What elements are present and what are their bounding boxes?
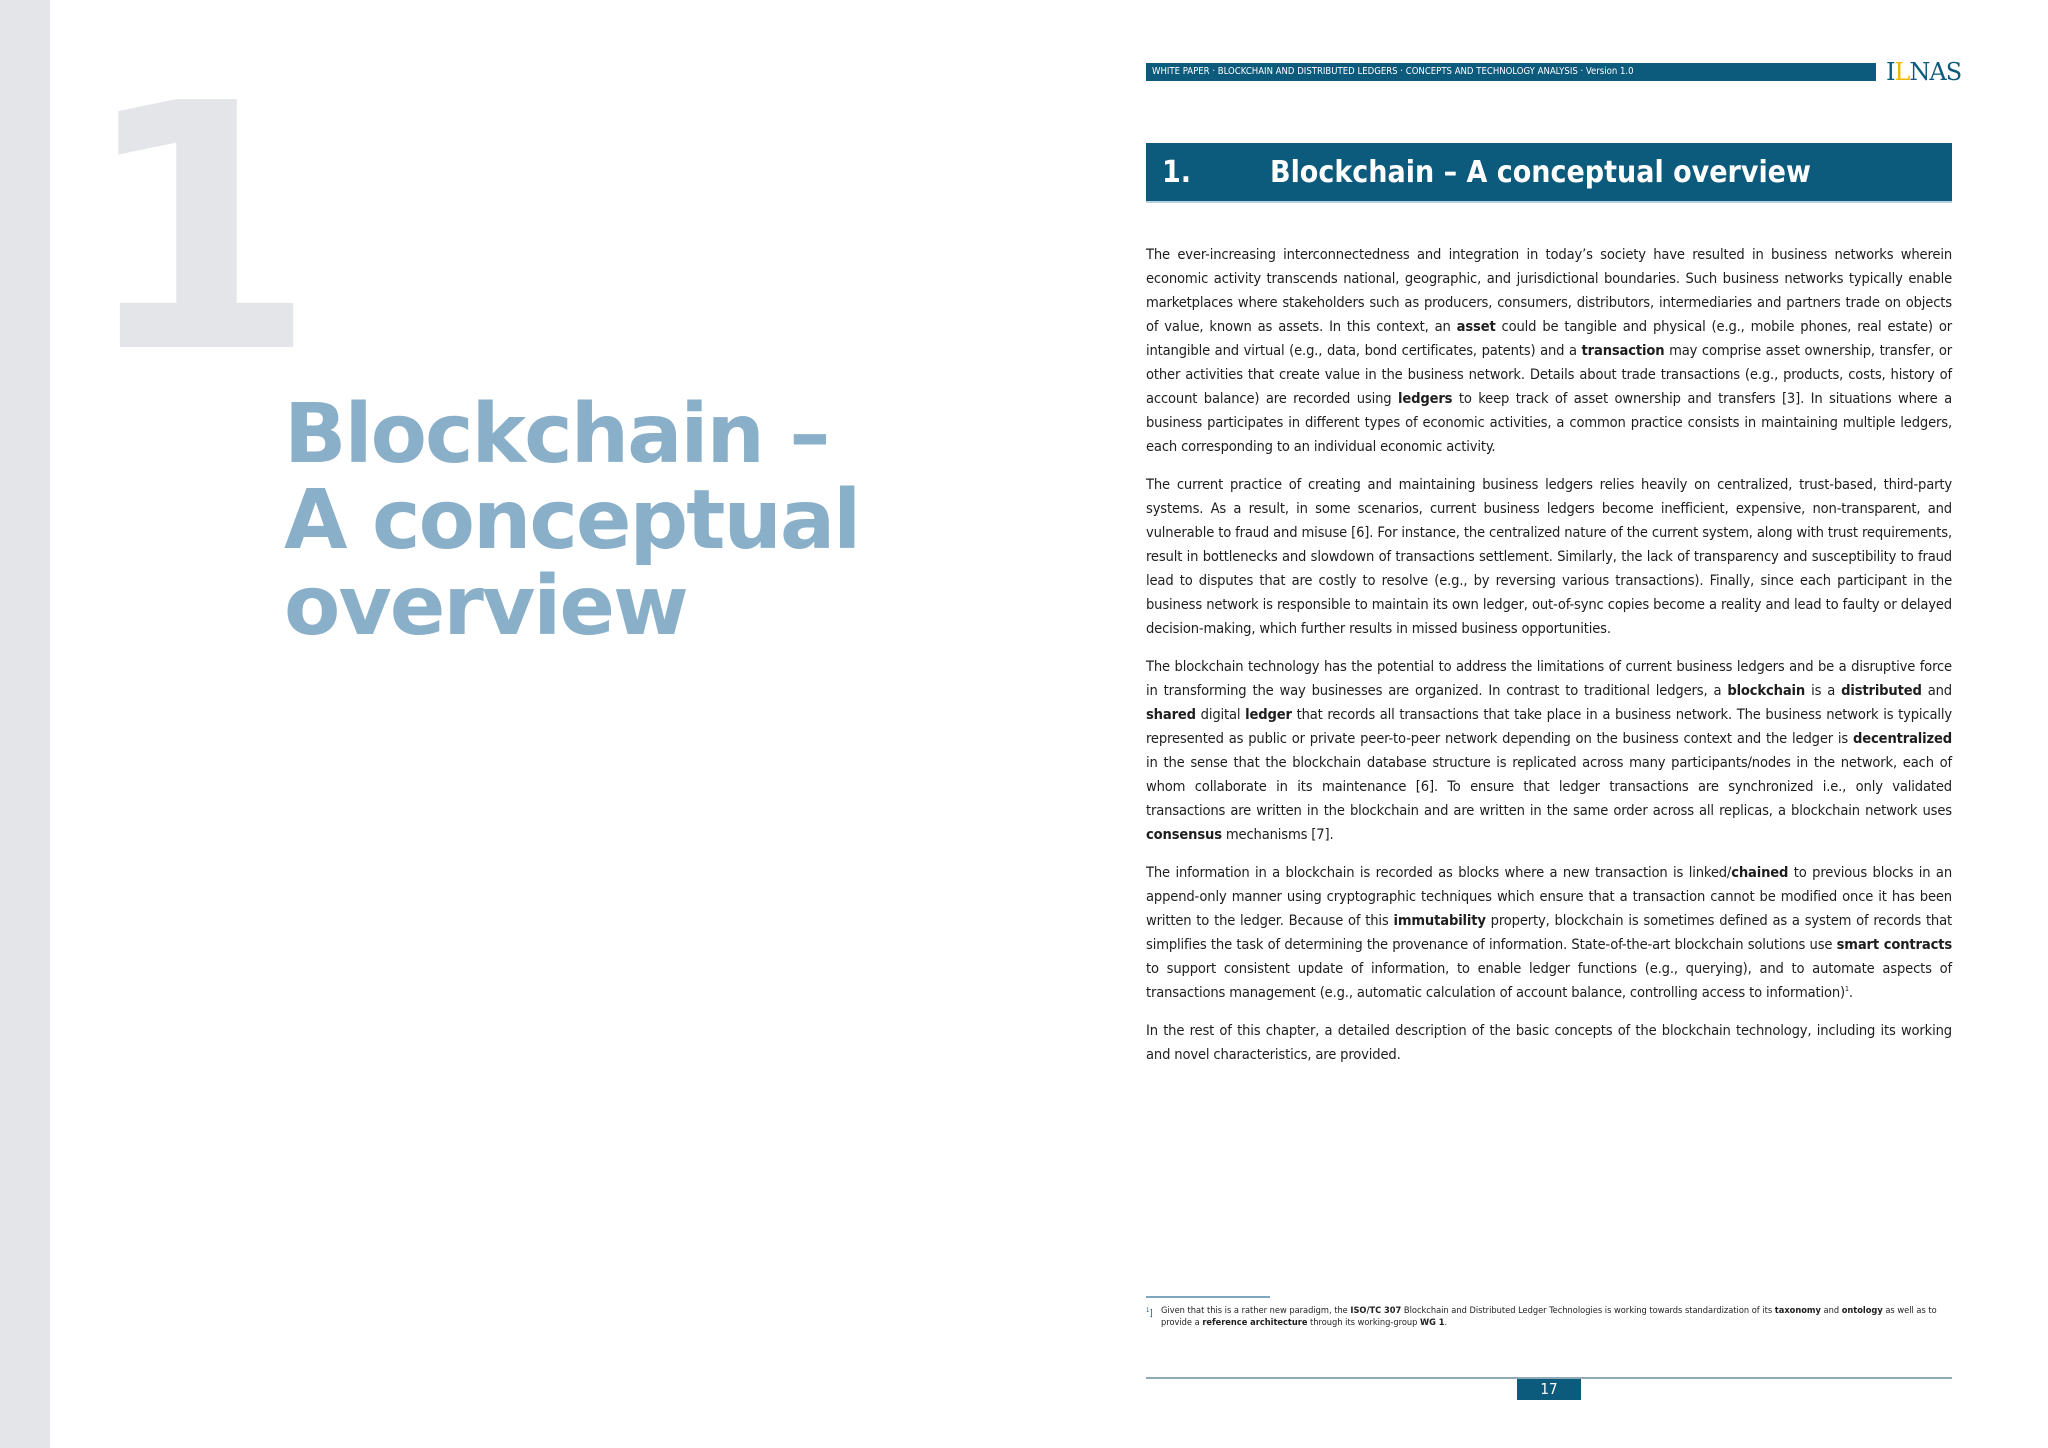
bold-term: decentralized xyxy=(1853,730,1952,747)
bold-term: transaction xyxy=(1581,342,1665,359)
bold-term: WG 1 xyxy=(1420,1317,1445,1328)
bold-term: ontology xyxy=(1841,1305,1883,1316)
bold-term: taxonomy xyxy=(1774,1305,1821,1316)
chapter-number-large: 1 xyxy=(80,32,307,428)
bold-term: immutability xyxy=(1393,912,1486,929)
paragraph: The ever-increasing interconnectedness and integration in today’s society have resulted in business networks wherein economic activity transcends national, geographic, and jurisdictional boundaries. Such business networks typically enable marketplaces where stakeholders such as producers, consumers, distributors, intermediaries and partners trade on objects of value, known as assets. In this context, an asset could be tangible and physical (e.g., mobile phones, real estate) or intangible and virtual (e.g., data, bond certificates, patents) and a transaction may comprise asset ownership, transfer, or other activities that create value in the business network. Details about trade transactions (e.g., products, costs, history of account balance) are recorded using ledgers to keep track of asset ownership and transfers [3]. In situations where a business participates in different types of economic activities, a common practice consists in maintaining multiple ledgers, each corresponding to an individual economic activity. xyxy=(1146,246,1952,455)
bold-term: distributed xyxy=(1841,682,1922,699)
logo-part-accent: L xyxy=(1894,58,1910,86)
chapter-title-line: overview xyxy=(284,559,687,654)
chapter-title-line: A conceptual xyxy=(284,473,860,568)
bold-term: blockchain xyxy=(1727,682,1806,699)
chapter-title-line: Blockchain – xyxy=(284,387,829,482)
bold-term: ledger xyxy=(1245,706,1292,723)
bold-term: smart contracts xyxy=(1836,936,1953,953)
paragraph: The blockchain technology has the potential to address the limitations of current business ledgers and be a disruptive force in transforming the way businesses are organized. In contrast to traditional ledgers, a blockchain is a distributed and shared digital ledger that records all transactions that take place in a business network. The business network is typically represented as public or private peer-to-peer network depending on the business context and the ledger is decentralized in the sense that the blockchain database structure is replicated across many participants/nodes in the network, each of whom collaborate in its maintenance [6]. To ensure that ledger transactions are synchronized i.e., only validated transactions are written in the blockchain and are written in the same order across all replicas, a blockchain network uses consensus mechanisms [7]. xyxy=(1146,658,1952,843)
paragraph: The current practice of creating and maintaining business ledgers relies heavily on centralized, trust-based, third-party systems. As a result, in some scenarios, current business ledgers become inefficient, expensive, non-transparent, and vulnerable to fraud and misuse [6]. For instance, the centralized nature of the current system, along with trust requirements, result in bottlenecks and slowdown of transactions settlement. Similarly, the lack of transparency and susceptibility to fraud lead to disputes that are costly to resolve (e.g., by reversing various transactions). Finally, since each participant in the business network is responsible to maintain its own ledger, out-of-sync copies become a reality and lead to faulty or delayed decision-making, which further results in missed business opportunities. xyxy=(1146,476,1952,637)
bold-term: ledgers xyxy=(1398,390,1453,407)
running-header: WHITE PAPER · BLOCKCHAIN AND DISTRIBUTED LEDGERS · CONCEPTS AND TECHNOLOGY ANALYSIS · Version 1.0 xyxy=(1146,63,1876,81)
section-title: Blockchain – A conceptual overview xyxy=(1270,155,1811,190)
bold-term: asset xyxy=(1456,318,1496,335)
footnote xyxy=(1146,1305,1952,1329)
bold-term: shared xyxy=(1146,706,1196,723)
section-heading xyxy=(1146,143,1952,203)
bold-term: ISO/TC 307 xyxy=(1350,1305,1402,1316)
body-text xyxy=(1146,243,1952,1081)
left-page-edge-bar xyxy=(0,0,50,1448)
footnote-marker: $^1$] xyxy=(1146,1307,1153,1320)
footnote-separator xyxy=(1146,1296,1270,1298)
bold-term: chained xyxy=(1731,864,1789,881)
footnote-reference: 1 xyxy=(1845,985,1849,994)
section-number: 1. xyxy=(1162,155,1192,190)
page-number: 17 xyxy=(1517,1379,1581,1400)
footnote-text: Given that this is a rather new paradigm, the ISO/TC 307 Blockchain and Distributed Ledger Technologies is working towards standardization of its taxonomy and ontology as well as to provide a reference architecture through its working-group WG 1. xyxy=(1161,1305,1937,1328)
bold-term: consensus xyxy=(1146,826,1222,843)
paragraph: The information in a blockchain is recorded as blocks where a new transaction is linked/chained to previous blocks in an append-only manner using cryptographic techniques which ensure that a transaction cannot be modified once it has been written to the ledger. Because of this immutability property, blockchain is sometimes defined as a system of records that simplifies the task of determining the provenance of information. State-of-the-art blockchain solutions use smart contracts to support consistent update of information, to enable ledger functions (e.g., querying), and to automate aspects of transactions management (e.g., automatic calculation of account balance, controlling access to information)$^1$. xyxy=(1146,864,1953,1001)
ilnas-logo xyxy=(1886,58,1961,86)
logo-part: NAS xyxy=(1909,58,1962,86)
chapter-title-large xyxy=(284,387,860,654)
bold-term: reference architecture xyxy=(1202,1317,1308,1328)
logo-part: I xyxy=(1886,58,1895,86)
paragraph: In the rest of this chapter, a detailed description of the basic concepts of the blockchain technology, including its working and novel characteristics, are provided. xyxy=(1146,1022,1952,1063)
